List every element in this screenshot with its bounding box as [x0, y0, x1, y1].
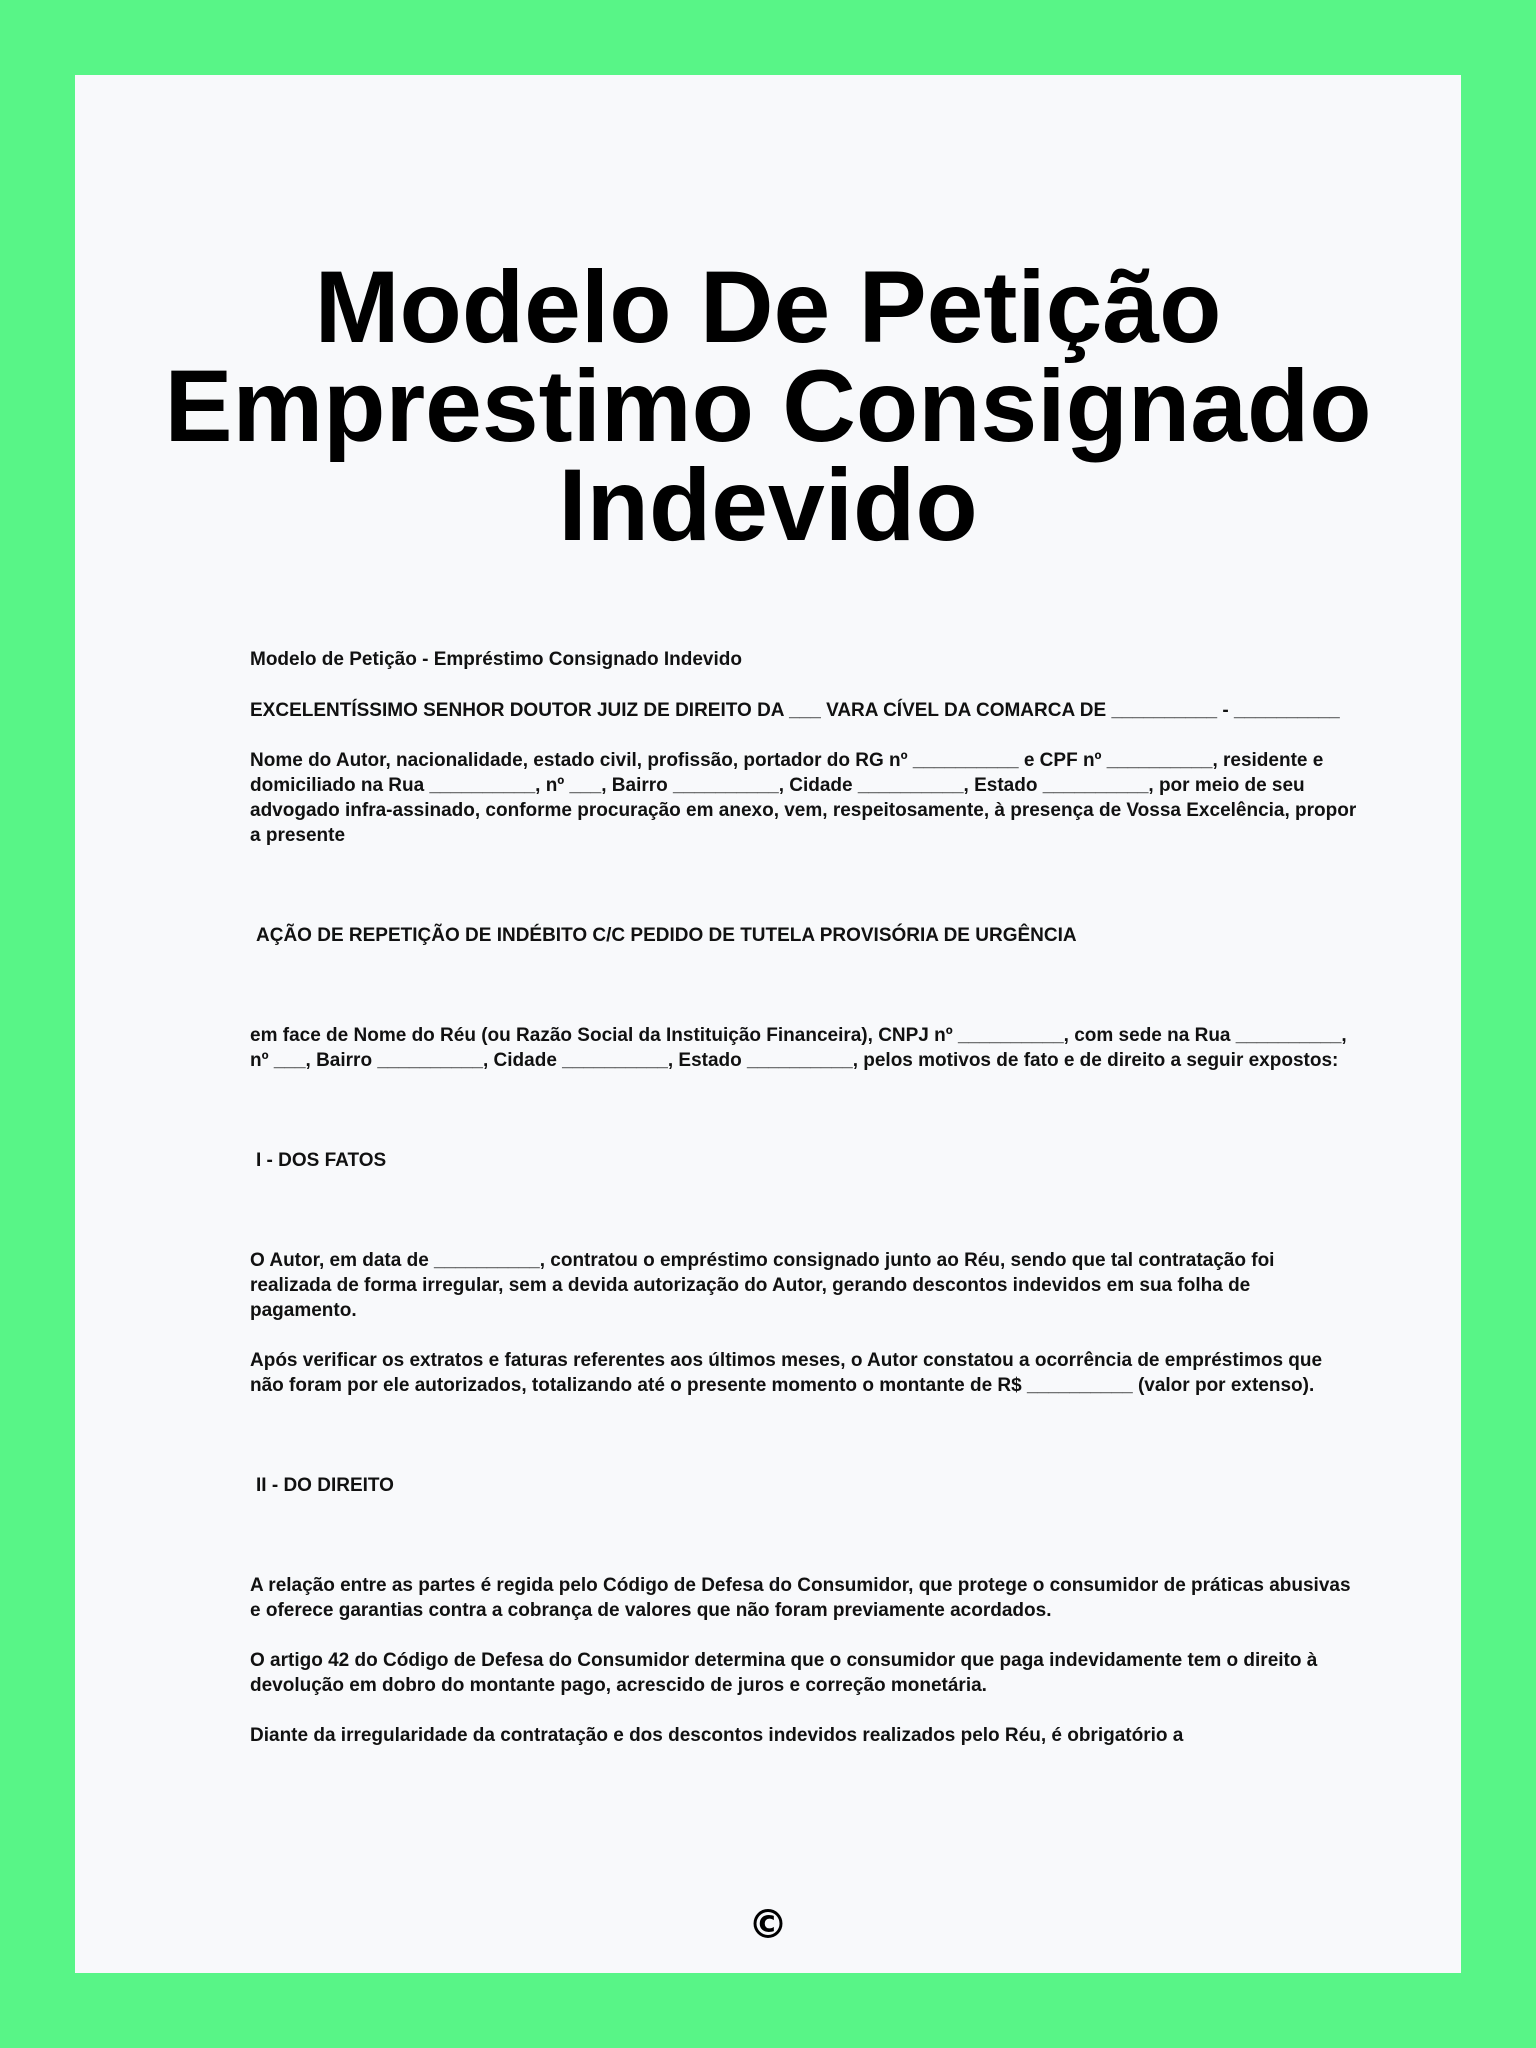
document-body [250, 647, 1360, 1748]
title-line-3: Indevido [558, 448, 978, 562]
law-heading: II - DO DIREITO [256, 1475, 394, 1496]
defendant-paragraph: em face de Nome do Réu (ou Razão Social da Instituição Financeira), CNPJ nº __________, com sede na Rua __________, nº ___, Bairro __________, Cidade __________, Estado __________, pelos motivos de fato e de direito a seguir expostos: [250, 1025, 1347, 1071]
qualification-paragraph: Nome do Autor, nacionalidade, estado civil, profissão, portador do RG nº __________ e CPF nº __________, residente e domiciliado na Rua __________, nº ___, Bairro __________, Cidade __________, Estado __________, por meio de seu advogado infra-assinado, conforme procuração em anexo, vem, respeitosamente, à presença de Vossa Excelência, propor a presente [250, 750, 1357, 846]
page-title [75, 250, 1461, 562]
action-title: AÇÃO DE REPETIÇÃO DE INDÉBITO C/C PEDIDO DE TUTELA PROVISÓRIA DE URGÊNCIA [256, 925, 1077, 946]
copyright-icon: © [748, 1902, 788, 1948]
document-page [75, 75, 1461, 1973]
law-paragraph-3: Diante da irregularidade da contratação e dos descontos indevidos realizados pelo Réu, é obrigatório a [250, 1725, 1184, 1746]
facts-heading: I - DOS FATOS [256, 1150, 387, 1171]
document-header: Modelo de Petição - Empréstimo Consignado Indevido [250, 649, 742, 670]
title-line-1: Modelo De Petição [314, 250, 1222, 364]
law-paragraph-2: O artigo 42 do Código de Defesa do Consumidor determina que o consumidor que paga indevidamente tem o direito à devolução em dobro do montante pago, acrescido de juros e correção monetária. [250, 1650, 1318, 1696]
facts-paragraph-1: O Autor, em data de __________, contratou o empréstimo consignado junto ao Réu, sendo que tal contratação foi realizada de forma irregular, sem a devida autorização do Autor, gerando descontos indevidos em sua folha de pagamento. [250, 1250, 1275, 1321]
law-paragraph-1: A relação entre as partes é regida pelo Código de Defesa do Consumidor, que protege o consumidor de práticas abusivas e oferece garantias contra a cobrança de valores que não foram previamente acordados. [250, 1575, 1351, 1621]
title-line-2: Emprestimo Consignado [164, 349, 1372, 463]
addressee-paragraph: EXCELENTÍSSIMO SENHOR DOUTOR JUIZ DE DIREITO DA ___ VARA CÍVEL DA COMARCA DE __________ - __________ [250, 700, 1340, 721]
facts-paragraph-2: Após verificar os extratos e faturas referentes aos últimos meses, o Autor constatou a ocorrência de empréstimos que não foram por ele autorizados, totalizando até o presente momento o montante de R$ __________ (valor por extenso). [250, 1350, 1323, 1396]
